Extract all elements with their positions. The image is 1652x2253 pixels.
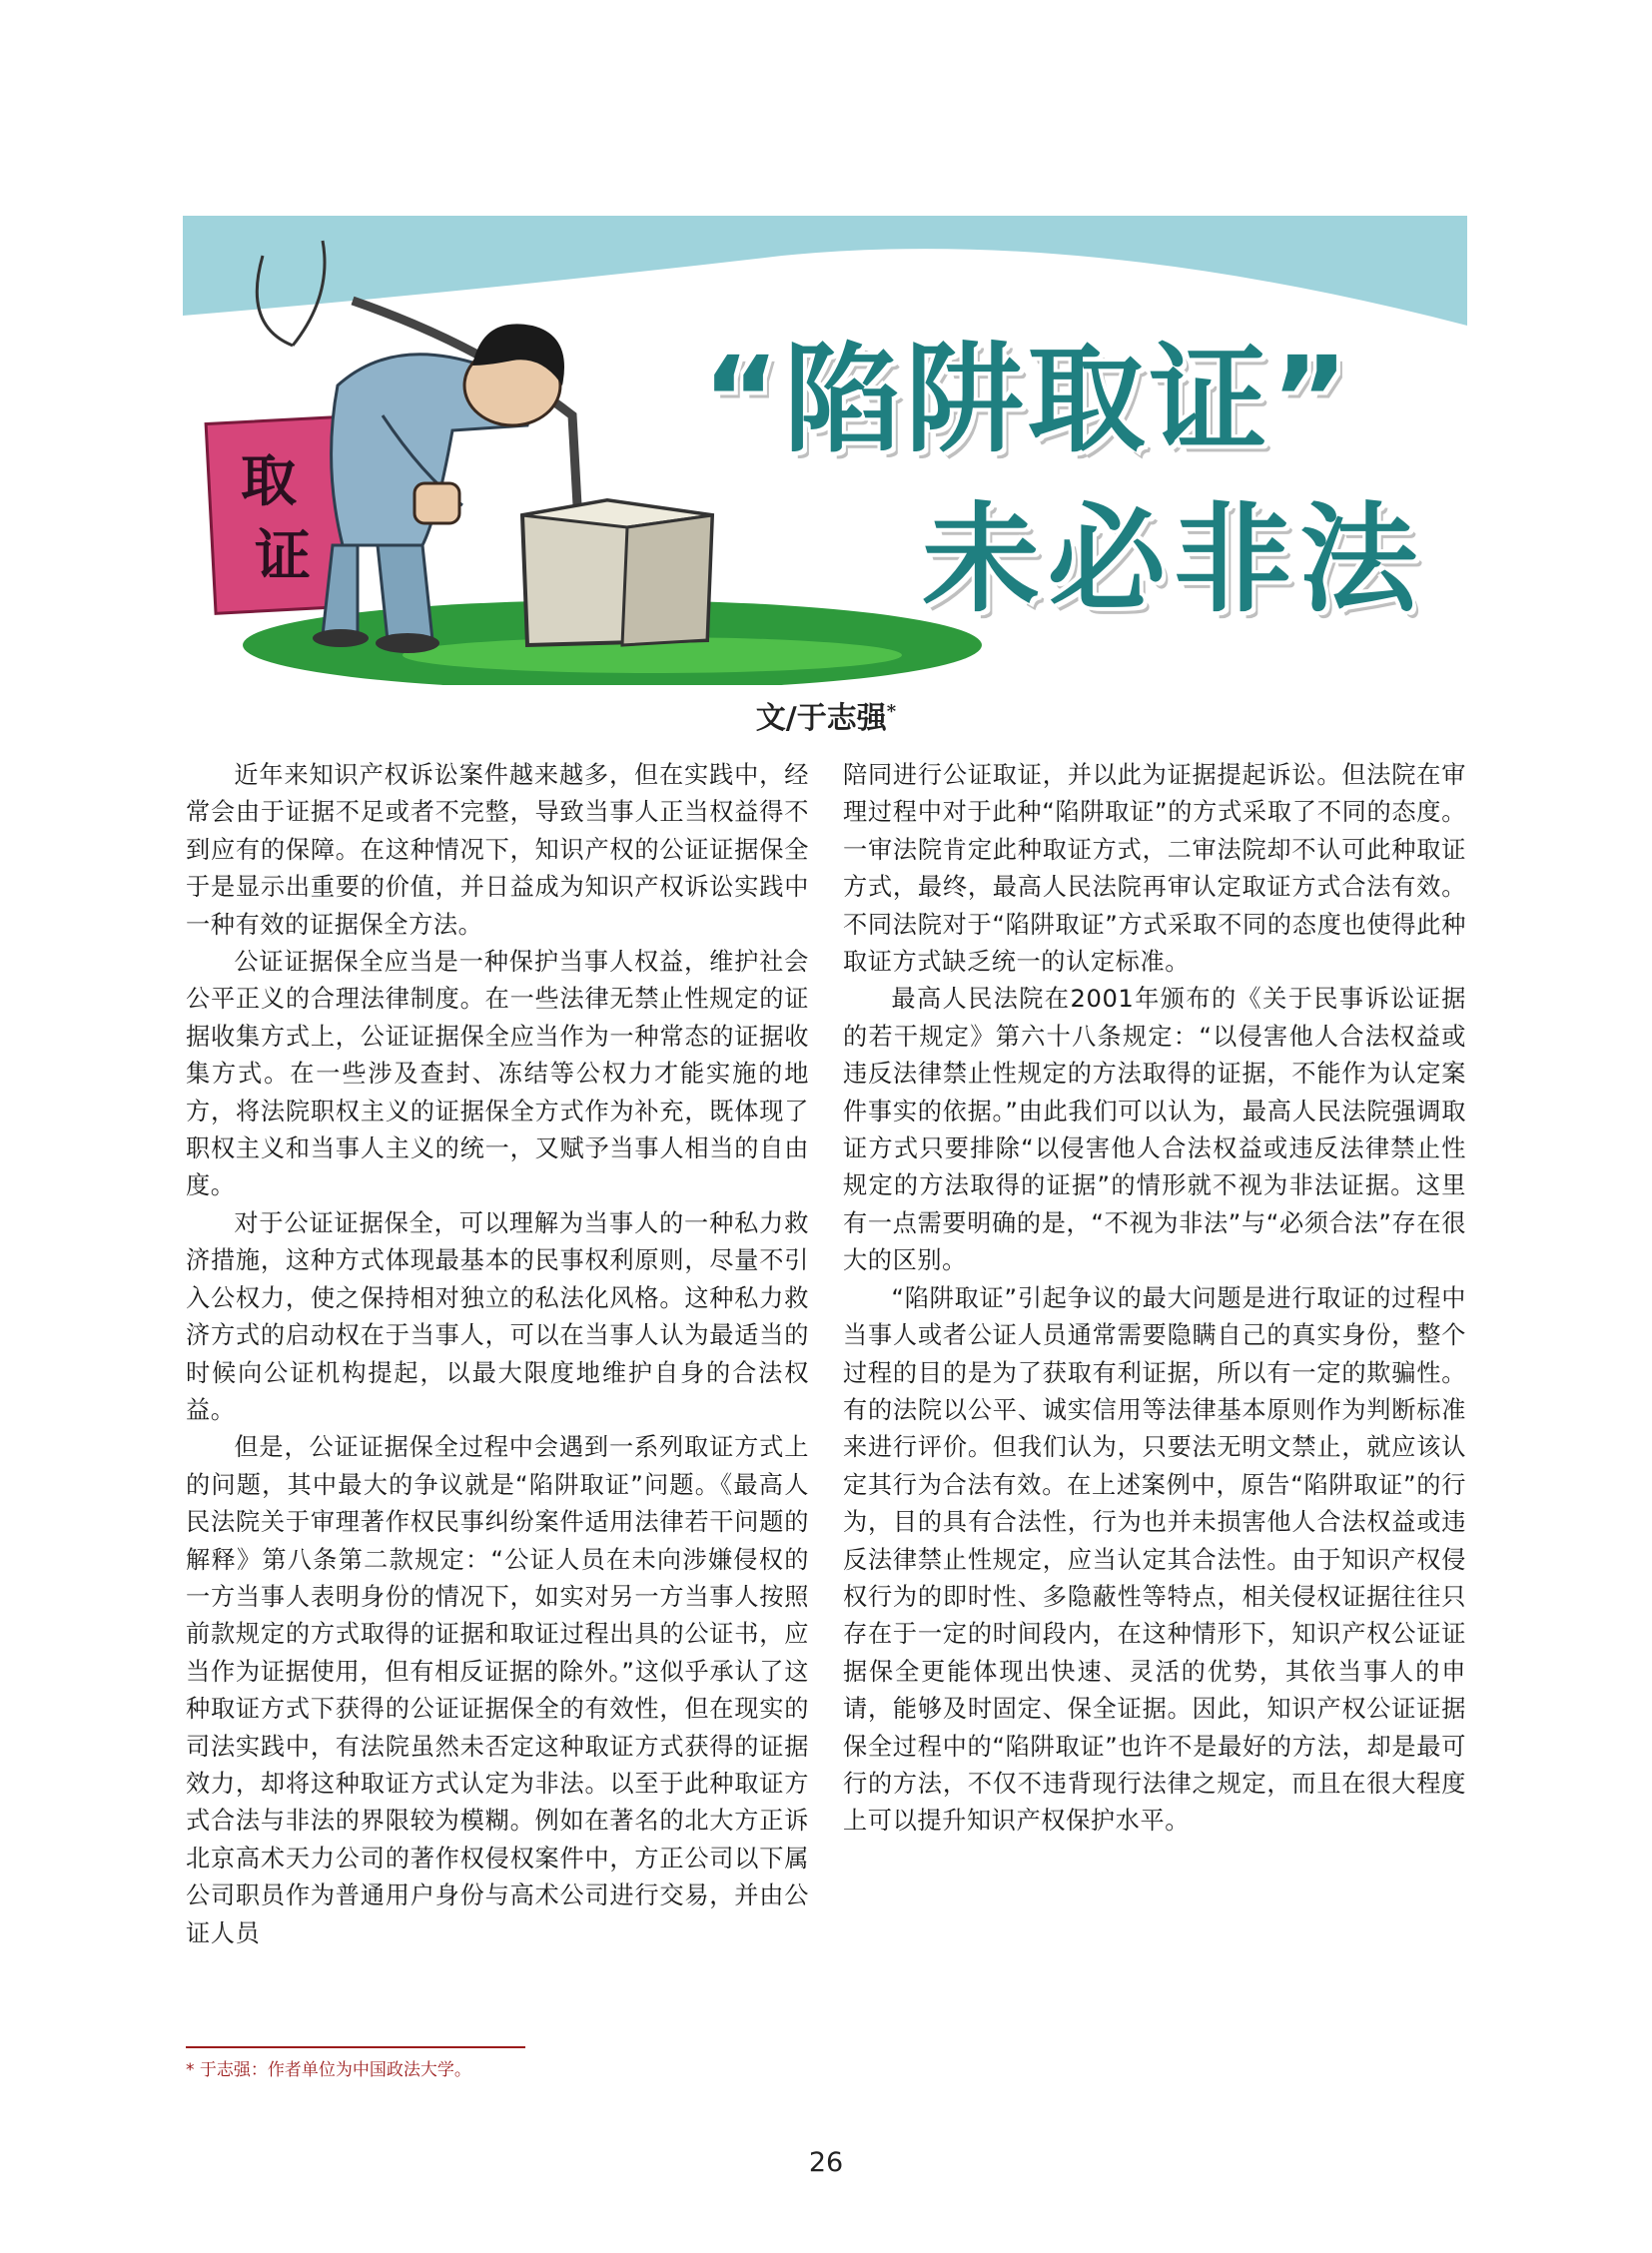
right-column xyxy=(843,757,1466,1841)
footnote: * 于志强：作者单位为中国政法大学。 xyxy=(186,2060,471,2080)
footnote-divider xyxy=(186,2046,525,2048)
left-column xyxy=(186,757,809,1952)
paragraph: 但是，公证证据保全过程中会遇到一系列取证方式上的问题，其中最大的争议就是“陷阱取证”问题。《最高人民法院关于审理著作权民事纠纷案件适用法律若干问题的解释》第八条第二款规定：“公证人员在未向涉嫌侵权的一方当事人表明身份的情况下，如实对另一方当事人按照前款规定的方式取得的证据和取证过程出具的公证书，应当作为证据使用，但有相反证据的除外。”这似乎承认了这种取证方式下获得的公证证据保全的有效性，但在现实的司法实践中，有法院虽然未否定这种取证方式获得的证据效力，却将这种取证方式认定为非法。以至于此种取证方式合法与非法的界限较为模糊。例如在著名的北大方正诉北京高术天力公司的著作权侵权案件中，方正公司以下属公司职员作为普通用户身份与高术公司进行交易，并由公证人员 xyxy=(186,1433,809,1947)
byline xyxy=(0,693,1652,737)
title-line-1: “陷阱取证” xyxy=(702,331,1353,468)
man-leg-front xyxy=(378,545,432,640)
illustration-banner xyxy=(183,216,1467,685)
paragraph: 公证证据保全应当是一种保护当事人权益，维护社会公平正义的合理法律制度。在一些法律无禁止性规定的证据收集方式上，公证证据保全应当作为一种常态的证据收集方式。在一些涉及查封、冻结等公权力才能实施的地方，将法院职权主义的证据保全方式作为补充，既体现了职权主义和当事人主义的统一，又赋予当事人相当的自由度。 xyxy=(186,948,809,1200)
paragraph: 最高人民法院在2001年颁布的《关于民事诉讼证据的若干规定》第六十八条规定：“以侵害他人合法权益或违反法律禁止性规定的方法取得的证据，不能作为认定案件事实的依据。”由此我们可以认为，最高人民法院强调取证方式只要排除“以侵害他人合法权益或违反法律禁止性规定的方法取得的证据”的情形就不视为非法证据。这里有一点需要明确的是，“不视为非法”与“必须合法”存在很大的区别。 xyxy=(843,985,1466,1275)
paragraph: 对于公证证据保全，可以理解为当事人的一种私力救济措施，这种方式体现最基本的民事权利原则，尽量不引入公权力，使之保持相对独立的私法化风格。这种私力救济方式的启动权在于当事人，可以在当事人认为最适当的时候向公证机构提起，以最大限度地维护自身的合法权益。 xyxy=(186,1208,809,1424)
byline-author: 文/于志强 xyxy=(755,701,887,736)
paragraph: 近年来知识产权诉讼案件越来越多，但在实践中，经常会由于证据不足或者不完整，导致当事人正当权益得不到应有的保障。在这种情况下，知识产权的公证证据保全于是显示出重要的价值，并日益成为知识产权诉讼实践中一种有效的证据保全方法。 xyxy=(186,761,809,939)
man-hand xyxy=(414,483,459,523)
title-line-2: 未必非法 xyxy=(922,490,1426,628)
sign-text-1: 取 xyxy=(241,449,297,514)
sign-text-2: 证 xyxy=(255,524,311,589)
paragraph-continued: 陪同进行公证取证，并以此为证据提起诉讼。但法院在审理过程中对于此种“陷阱取证”的方式采取了不同的态度。一审法院肯定此种取证方式，二审法院却不认可此种取证方式，最终，最高人民法院再审认定取证方式合法有效。不同法院对于“陷阱取证”方式采取不同的态度也使得此种取证方式缺乏统一的认定标准。 xyxy=(843,761,1466,977)
paragraph: “陷阱取证”引起争议的最大问题是进行取证的过程中当事人或者公证人员通常需要隐瞒自己的真实身份，整个过程的目的是为了获取有利证据，所以有一定的欺骗性。有的法院以公平、诚实信用等法律基本原则作为判断标准来进行评价。但我们认为，只要法无明文禁止，就应该认定其行为合法有效。在上述案例中，原告“陷阱取证”的行为，目的具有合法性，行为也并未损害他人合法权益或违反法律禁止性规定，应当认定其合法性。由于知识产权侵权行为的即时性、多隐蔽性等特点，相关侵权证据往往只存在于一定的时间段内，在这种情形下，知识产权公证证据保全更能体现出快速、灵活的优势，其依当事人的申请，能够及时固定、保全证据。因此，知识产权公证证据保全过程中的“陷阱取证”也许不是最好的方法，却是最可行的方法，不仅不违背现行法律之规定，而且在很大程度上可以提升知识产权保护水平。 xyxy=(843,1283,1466,1836)
page-number: 26 xyxy=(808,2147,844,2178)
man-shoe xyxy=(376,633,439,653)
byline-footnote-mark: * xyxy=(886,701,897,722)
